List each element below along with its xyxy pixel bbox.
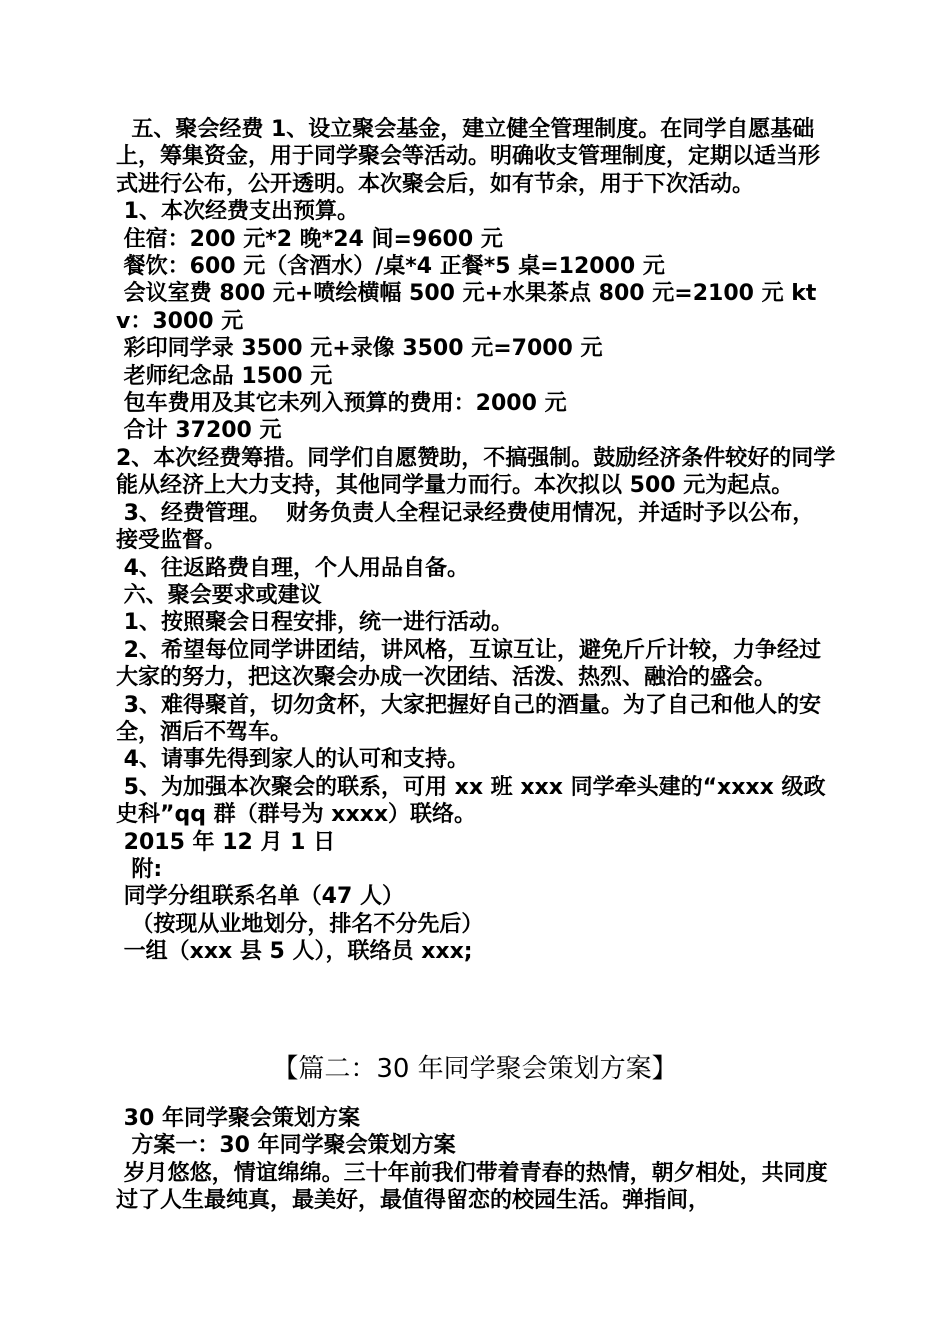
document-date: 2015 年 12 月 1 日 <box>116 829 336 855</box>
part-two-title: 30 年同学聚会策划方案 <box>116 1106 360 1131</box>
section-six-title: 六、聚会要求或建议 <box>116 582 322 608</box>
budget-print: 彩印同学录 3500 元+录像 3500 元=7000 元 <box>116 336 603 362</box>
group-list-note: （按现从业地划分，排名不分先后） <box>116 911 484 937</box>
budget-meeting: 会议室费 800 元+喷绘横幅 500 元+水果茶点 800 元=2100 元 ktv：3000 元 <box>116 281 817 334</box>
scheme-one-title: 方案一：30 年同学聚会策划方案 <box>116 1133 456 1159</box>
budget-gift: 老师纪念品 1500 元 <box>116 363 333 389</box>
budget-bus: 包车费用及其它未列入预算的费用：2000 元 <box>116 391 567 417</box>
requirement-item-5: 5、为加强本次聚会的联系，可用 xx 班 xxx 同学牵头建的“xxxx 级政史科”qq 群（群号为 xxxx）联络。 <box>116 774 826 828</box>
budget-title: 1、本次经费支出预算。 <box>116 199 359 225</box>
document-body <box>116 116 836 966</box>
requirement-item-1: 1、按照聚会日程安排，统一进行活动。 <box>116 610 513 636</box>
paragraph-funding-intro: 五、聚会经费 1、设立聚会基金，建立健全管理制度。在同学自愿基础上，筹集资金，用于同学聚会等活动。明确收支管理制度，定期以适当形式进行公布，公开透明。本次聚会后，如有节余，用于下次活动。 <box>116 117 821 197</box>
requirement-item-2: 2、希望每位同学讲团结，讲风格，互谅互让，避免斤斤计较，力争经过大家的努力，把这次聚会办成一次团结、活泼、热烈、融洽的盛会。 <box>116 637 821 691</box>
group-list-title: 同学分组联系名单（47 人） <box>116 884 404 910</box>
paragraph-management: 3、经费管理。 财务负责人全程记录经费使用情况，并适时予以公布，接受监督。 <box>116 500 815 554</box>
paragraph-fundraising: 2、本次经费筹措。同学们自愿赞助，不搞强制。鼓励经济条件较好的同学能从经济上大力支持，其他同学量力而行。本次拟以 500 元为起点。 <box>116 445 836 499</box>
requirement-item-4: 4、请事先得到家人的认可和支持。 <box>116 747 469 773</box>
part-two-intro: 岁月悠悠，情谊绵绵。三十年前我们带着青春的热情，朝夕相处，共同度过了人生最纯真，最美好，最值得留恋的校园生活。弹指间， <box>116 1160 828 1214</box>
budget-lodging: 住宿：200 元*2 晚*24 间=9600 元 <box>116 226 503 252</box>
group-1: 一组（xxx 县 5 人），联络员 xxx; <box>116 939 473 965</box>
part-two-heading: 【篇二：30 年同学聚会策划方案】 <box>272 1054 678 1084</box>
part-two-body <box>116 1105 836 1215</box>
budget-total: 合计 37200 元 <box>116 418 282 444</box>
budget-dining: 餐饮：600 元（含酒水）/桌*4 正餐*5 桌=12000 元 <box>116 254 665 280</box>
paragraph-travel: 4、往返路费自理，个人用品自备。 <box>116 555 469 581</box>
requirement-item-3: 3、难得聚首，切勿贪杯，大家把握好自己的酒量。为了自己和他人的安全，酒后不驾车。 <box>116 692 821 745</box>
appendix-label: 附: <box>116 856 163 882</box>
